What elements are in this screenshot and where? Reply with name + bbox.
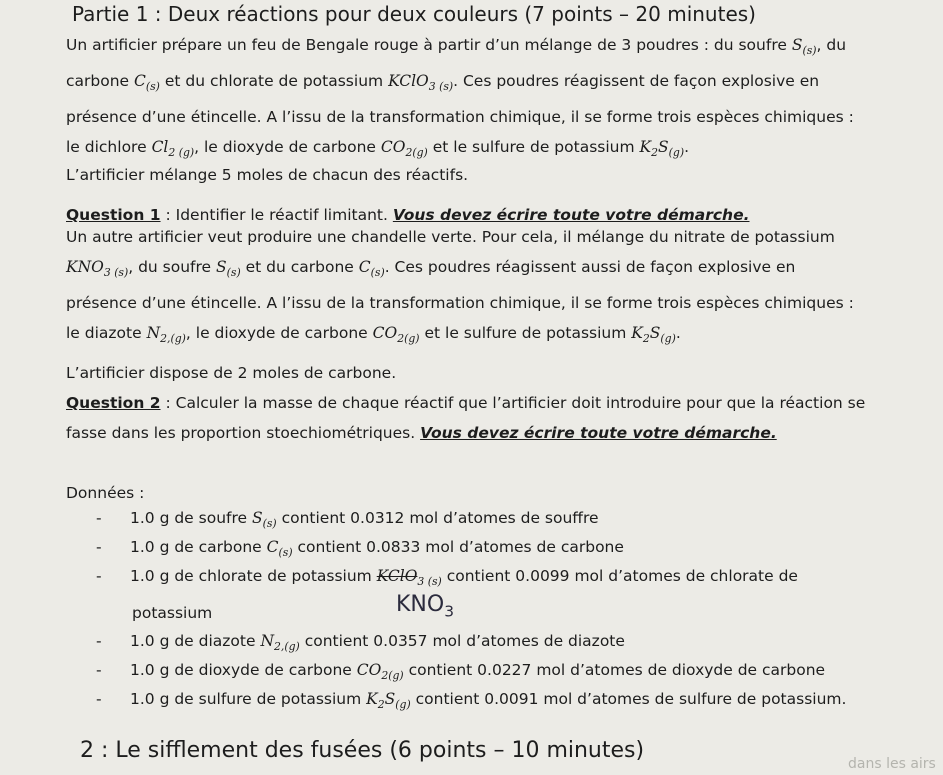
intro-line-1: Un artificier prépare un feu de Bengale rouge à partir d’un mélange de 3 poudres : du soufre $S_{(s)}$, du [66,36,847,58]
struck-formula: KClO [376,567,418,585]
carbon-sentence: L’artificier dispose de 2 moles de carbone. [66,364,397,382]
formula-k2s: $K_2S_{(g)}$ [639,138,685,160]
formula-kno3: $KNO_{3 (s)}$ [66,258,129,280]
formula-soufre: $S_{(s)}$ [791,36,817,58]
faint-fragment: dans les airs [848,756,936,772]
intro-paragraph [66,30,926,168]
formula-carbone: $C_{(s)}$ [134,72,160,94]
second-paragraph [66,222,926,354]
intro-line-4: le dichlore $Cl_{2 (g)}$, le dioxyde de carbone $CO_{2(g)}$ et le sulfure de potassium $K_2S_{(g)}$. [66,138,689,160]
formula-carbone-2: $C_{(s)}$ [358,258,385,280]
handwritten-correction: $KNO_3$ [396,592,454,621]
part-heading: Partie 1 : Deux réactions pour deux couleurs (7 points – 20 minutes) [72,2,756,26]
intro-line-3: présence d’une étincelle. A l’issu de la transformation chimique, il se forme trois espèces chimiques : [66,108,854,127]
formula-co2-2: $CO_{2(g)}$ [372,324,420,346]
formula-soufre-2: $S_{(s)}$ [216,258,241,280]
formula-n2: $N_{2,(g)}$ [146,324,186,346]
question-1-instruction: Vous devez écrire toute votre démarche. [392,206,750,224]
p2-line-2: $KNO_{3 (s)}$, du soufre $S_{(s)}$ et du carbone $C_{(s)}$. Ces poudres réagissent aussi de façon explosive en [66,258,796,280]
question-2: Question 2 : Calculer la masse de chaque réactif que l’artificier doit introduire pour que la réaction se fasse dans les proportion stoechiométriques. Vous devez écrire toute votre démarche. [66,394,866,442]
question-1: Question 1 : Identifier le réactif limitant. Vous devez écrire toute votre démarche. [66,206,750,224]
intro-line-2: carbone $C_{(s)}$ et du chlorate de potassium KClO$_{3 (s)}$. Ces poudres réagissent de façon explosive en [66,72,820,94]
p2-line-4: le diazote $N_{2,(g)}$, le dioxyde de carbone $CO_{2(g)}$ et le sulfure de potassium $K_2S_{(g)}$. [66,324,681,346]
question-2-instruction: Vous devez écrire toute votre démarche. [420,424,777,442]
worksheet-page: Partie 1 : Deux réactions pour deux couleurs (7 points – 20 minutes) Un artificier prépare un feu de Bengale rouge à partir d’un mélange de 3 poudres : du soufre $S_{(s)}$, du carbone $C_{(s)}$ et du chlorate de potassium KClO$_{3 (s)}$. Ces poudres réagissent de façon explosive en présence d’une étincelle. A l’issu de la transformation chimique, il se forme trois espèces chimiques : le dichlore $Cl_{2 (g)}$, le dioxyde de carbone $CO_{2(g)}$ et le sulfure de potassium $K_2S_{(g)}$. L’artificier mélange 5 moles de chacun des réactifs. Question 1 : Identifier le réactif limitant. Vous devez écrire toute votre démarche. Un autre artificier veut produire une chandelle verte. Pour cela, il mélange du nitrate de potassium $KNO_{3 (s)}$, du soufre $S_{(s)}$ et du carbone $C_{(s)}$. Ces poudres réagissent aussi de façon explosive en présence d’une étincelle. A l’issu de la transformation chimique, il se forme trois espèces chimiques : le diazote $N_{2,(g)}$, le dioxyde de carbone $CO_{2(g)}$ et le sulfure de potassium $K_2S_{(g)}$. L’artificier dispose de 2 moles de carbone. Question 2 : Calculer la masse de chaque réactif que l’artificier doit introduire pour que la réaction se fasse dans les proportion stoechiométriques. Vous devez écrire toute votre démarche. Données : - 1.0 g de soufre $S_{(s)}$ contient 0.0312 mol d’atomes de souffre - 1.0 g de carbone $C_{(s)}$ contient 0.0833 mol d’atomes de carbone - 1.0 g de chlorate de potassium KClO$_{3 (s)}$ contient 0.0099 mol d’atomes de chlorate de potassium - 1.0 g de diazote $N_{2,(g)}$ contient 0.0357 mol d’atomes de diazote - 1.0 g de dioxyde de carbone $CO_{2(g)}$ contient 0.0227 mol d’atomes de dioxyde de carbone - 1.0 g de sulfure de potassium $K_2S_{(g)}$ contient 0.0091 mol d’atomes de sulfure de potassium. $KNO_3$ 2 : Le sifflement des fusées (6 points – 10 minutes) dans les airs [66,2,936,772]
next-part-heading: 2 : Le sifflement des fusées (6 points – 10 minutes) [80,738,645,763]
p2-line-3: présence d’une étincelle. A l’issu de la transformation chimique, il se forme trois espèces chimiques : [66,294,854,313]
p2-line-1: Un autre artificier veut produire une chandelle verte. Pour cela, il mélange du nitrate de potassium [66,228,835,246]
formula-k2s-2: $K_2S_{(g)}$ [631,324,676,346]
data-title: Données : [66,484,145,502]
question-1-label: Question 1 [66,206,161,224]
formula-co2: $CO_{2(g)}$ [380,138,428,160]
formula-cl2: $Cl_{2 (g)}$ [151,138,195,160]
mix-sentence: L’artificier mélange 5 moles de chacun des réactifs. [66,166,469,184]
formula-kclo3: KClO$_{3 (s)}$ [388,72,454,94]
question-2-label: Question 2 [66,394,161,412]
